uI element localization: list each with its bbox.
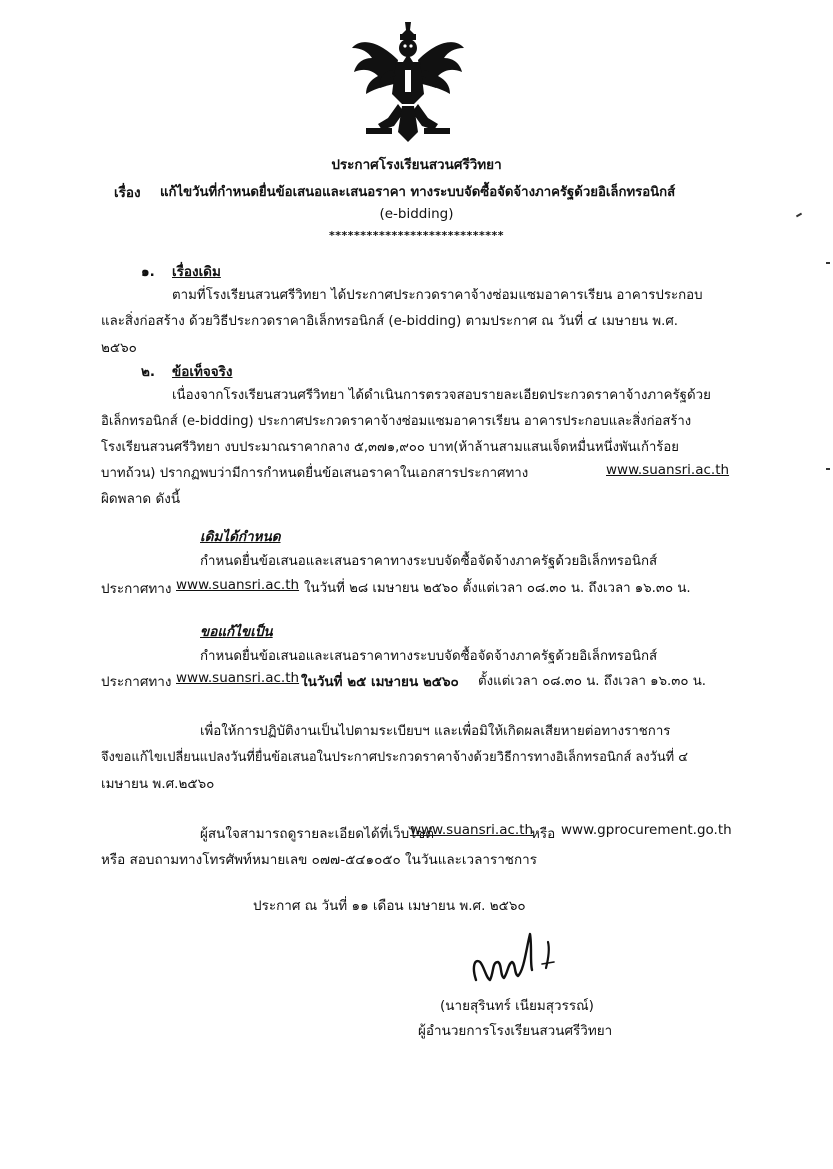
garuda-emblem-icon xyxy=(348,20,468,144)
subject-paren: (e-bidding) xyxy=(379,206,454,222)
signer-title: ผู้อำนวยการโรงเรียนสวนศรีวิทยา xyxy=(418,1023,613,1039)
section2-line2: อิเล็กทรอนิกส์ (e-bidding) ประกาศประกวดราคาจ้างซ่อมแซมอาคารเรียน อาคารประกอบและสิ่งก่อสร้าง xyxy=(101,414,692,429)
corrected-new-date: ในวันที่ ๒๕ เมษายน ๒๕๖๐ xyxy=(301,674,459,690)
original-link[interactable]: www.suansri.ac.th xyxy=(176,577,300,593)
subject-text: แก้ไขวันที่กำหนดยื่นข้อเสนอและเสนอราคา ทางระบบจัดซื้อจัดจ้างภาครัฐด้วยอิเล็กทรอนิกส์ xyxy=(160,185,676,200)
scan-mark xyxy=(826,262,830,264)
original-heading: เดิมได้กำหนด xyxy=(200,529,281,545)
corrected-line2-time: ตั้งแต่เวลา ๐๘.๓๐ น. ถึงเวลา ๑๖.๓๐ น. xyxy=(478,674,707,689)
announce-date: ประกาศ ณ วันที่ ๑๑ เดือน เมษายน พ.ศ. ๒๕๖๐ xyxy=(253,898,526,914)
announcement-title: ประกาศโรงเรียนสวนศรีวิทยา xyxy=(331,157,502,173)
section1-line2: และสิ่งก่อสร้าง ด้วยวิธีประกวดราคาอิเล็กทรอนิกส์ (e-bidding) ตามประกาศ ณ วันที่ ๔ เมษายน พ.ศ. xyxy=(101,314,679,329)
scan-mark xyxy=(826,468,830,470)
original-line2-suffix: ในวันที่ ๒๘ เมษายน ๒๕๖๐ ตั้งแต่เวลา ๐๘.๓๐ น. ถึงเวลา ๑๖.๓๐ น. xyxy=(304,581,691,596)
section2-line5: ผิดพลาด ดังนี้ xyxy=(101,491,181,507)
purpose-line3: เมษายน พ.ศ.๒๕๖๐ xyxy=(101,776,215,792)
corrected-line1: กำหนดยื่นข้อเสนอและเสนอราคาทางระบบจัดซื้อจัดจ้างภาครัฐด้วยอิเล็กทรอนิกส์ xyxy=(200,649,658,664)
section1-number: ๑. xyxy=(141,264,155,280)
section1-line1: ตามที่โรงเรียนสวนศรีวิทยา ได้ประกาศประกวดราคาจ้างซ่อมแซมอาคารเรียน อาคารประกอบ xyxy=(172,288,703,303)
signer-name: (นายสุรินทร์ เนียมสุวรรณ์) xyxy=(440,998,594,1014)
section2-line3: โรงเรียนสวนศรีวิทยา งบประมาณราคากลาง ๕,๓๗๑,๙๐๐ บาท(ห้าล้านสามแสนเจ็ดหมื่นหนึ่งพันเก้าร้อย xyxy=(101,440,679,455)
contact-link-school[interactable]: www.suansri.ac.th xyxy=(410,822,534,838)
section2-number: ๒. xyxy=(141,364,156,380)
original-line1: กำหนดยื่นข้อเสนอและเสนอราคาทางระบบจัดซื้อจัดจ้างภาครัฐด้วยอิเล็กทรอนิกส์ xyxy=(200,554,658,569)
section2-line4: บาทถ้วน) ปรากฏพบว่ามีการกำหนดยื่นข้อเสนอราคาในเอกสารประกาศทาง xyxy=(101,466,529,481)
purpose-line1: เพื่อให้การปฏิบัติงานเป็นไปตามระเบียบฯ และเพื่อมิให้เกิดผลเสียหายต่อทางราชการ xyxy=(200,724,671,739)
subject-label: เรื่อง xyxy=(114,185,141,201)
contact-or: หรือ xyxy=(531,826,556,842)
contact-prefix: ผู้สนใจสามารถดูรายละเอียดได้ที่เว็บไซต์ xyxy=(200,826,434,842)
corrected-link[interactable]: www.suansri.ac.th xyxy=(176,670,300,686)
signature-icon xyxy=(468,928,578,992)
separator-wrap xyxy=(0,229,833,242)
separator-stars: **************************** xyxy=(328,229,505,242)
contact-link-gprocurement[interactable]: www.gprocurement.go.th xyxy=(561,822,732,838)
section2-link[interactable]: www.suansri.ac.th xyxy=(606,462,730,478)
corrected-heading: ขอแก้ไขเป็น xyxy=(200,624,273,640)
section2-line1: เนื่องจากโรงเรียนสวนศรีวิทยา ได้ดำเนินการตรวจสอบรายละเอียดประกวดราคาจ้างภาครัฐด้วย xyxy=(172,388,711,403)
contact-line2: หรือ สอบถามทางโทรศัพท์หมายเลข ๐๗๗-๕๔๑๐๕๐ ในวันและเวลาราชการ xyxy=(101,852,537,868)
section1-line3: ๒๕๖๐ xyxy=(101,340,137,356)
corrected-line2-prefix: ประกาศทาง xyxy=(101,674,172,690)
original-line2-prefix: ประกาศทาง xyxy=(101,581,172,597)
section2-heading: ข้อเท็จจริง xyxy=(172,364,233,380)
purpose-line2: จึงขอแก้ไขเปลี่ยนแปลงวันที่ยื่นข้อเสนอในประกาศประกวดราคาจ้างด้วยวิธีการทางอิเล็กทรอนิกส์ ลงวันที่ ๔ xyxy=(101,750,689,765)
section1-heading: เรื่องเดิม xyxy=(172,264,221,280)
subject-paren-wrap xyxy=(0,206,833,222)
